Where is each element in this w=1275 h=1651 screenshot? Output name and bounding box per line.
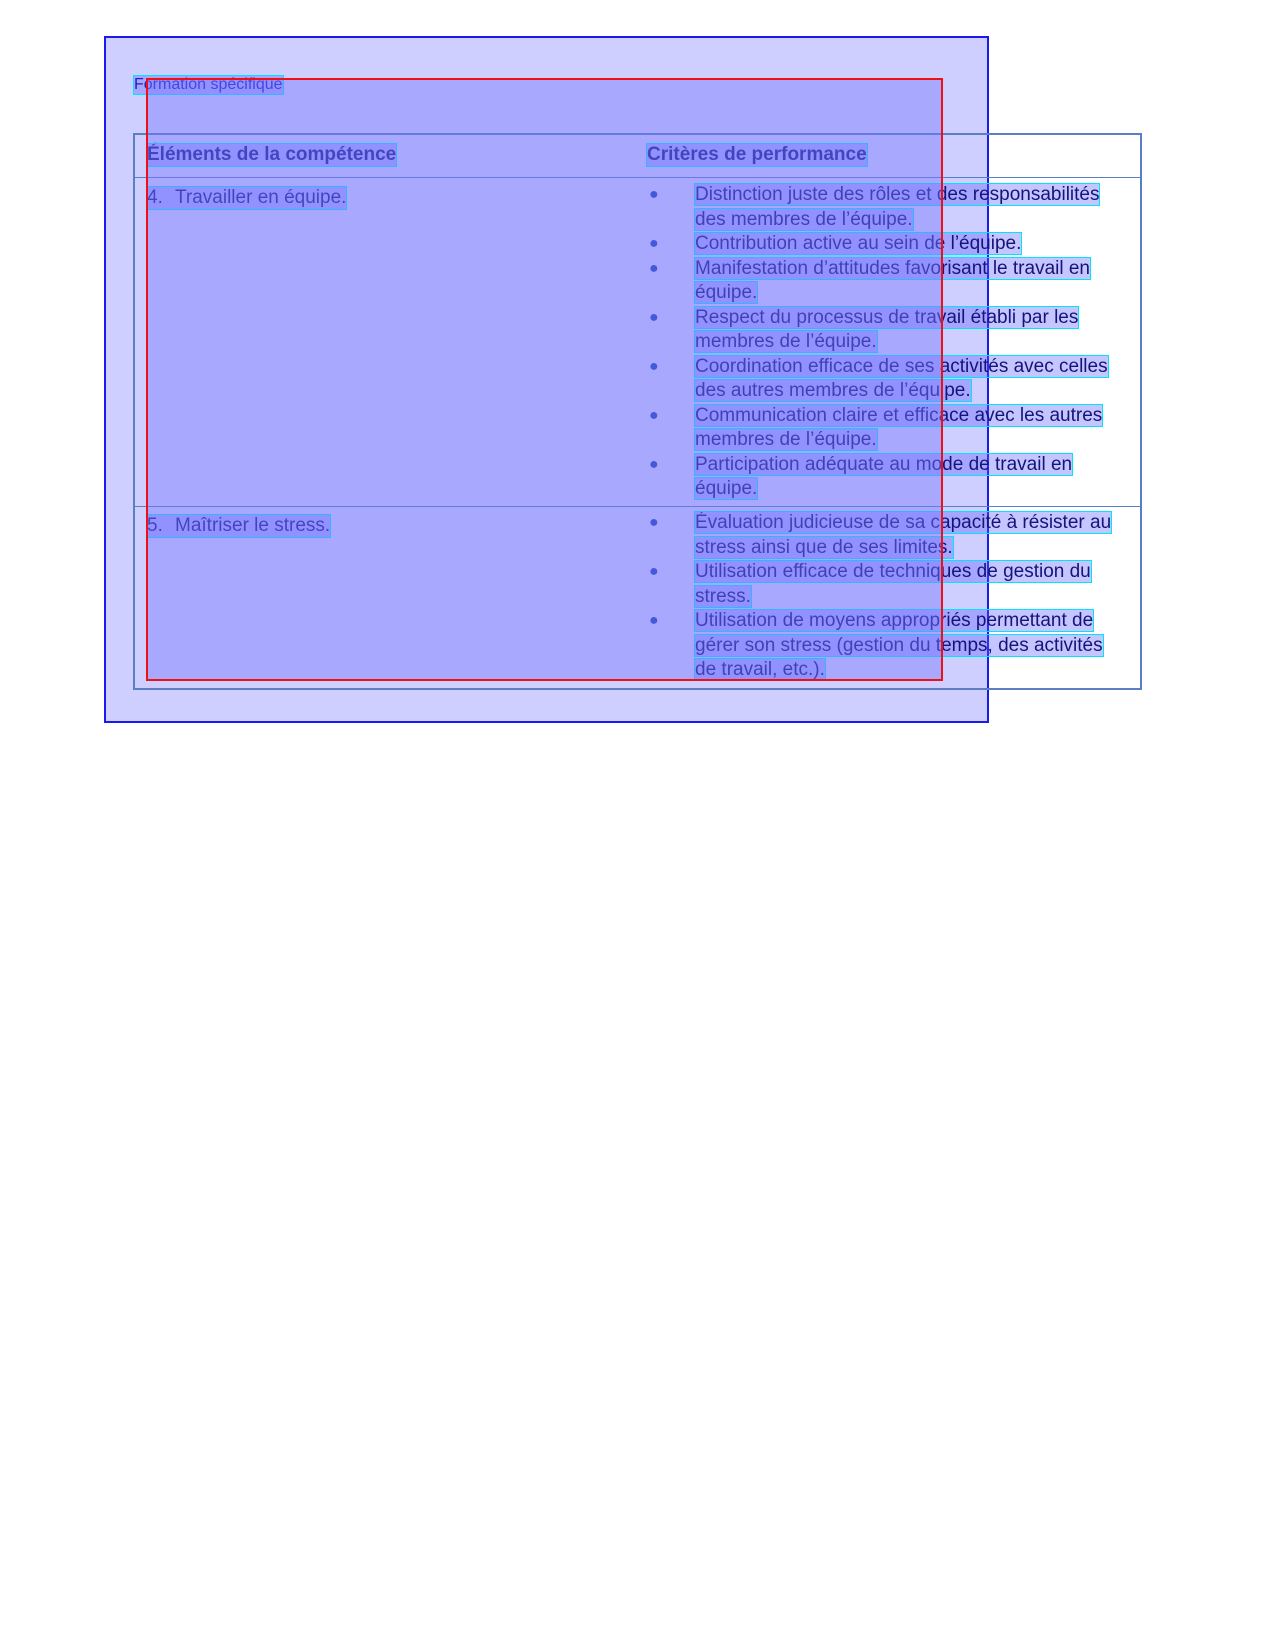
header-divider xyxy=(135,177,1140,178)
criteria-list-row-5 xyxy=(649,511,1129,683)
bullet-icon: ● xyxy=(649,235,659,252)
criteria-text: Participation adéquate au mode de travail en équipe. xyxy=(695,453,1073,499)
criteria-item xyxy=(649,183,1129,232)
element-row-4 xyxy=(147,187,346,209)
criteria-list-row-4 xyxy=(649,183,1129,502)
row-divider xyxy=(135,506,1140,507)
criteria-text: Coordination efficace de ses activités avec celles des autres membres de l’équipe. xyxy=(695,355,1108,401)
bullet-icon: ● xyxy=(649,308,659,326)
element-number: 4. xyxy=(147,187,163,208)
criteria-item xyxy=(649,511,1129,560)
criteria-item xyxy=(649,404,1129,453)
criteria-item xyxy=(649,453,1129,502)
criteria-text: Manifestation d’attitudes favorisant le travail en équipe. xyxy=(695,257,1090,303)
criteria-item xyxy=(649,257,1129,306)
bullet-icon: ● xyxy=(649,259,659,277)
bullet-icon: ● xyxy=(649,563,659,580)
header-elements: Éléments de la compétence xyxy=(147,144,397,165)
bullet-icon: ● xyxy=(649,357,659,375)
criteria-text: Distinction juste des rôles et des responsabilités des membres de l’équipe. xyxy=(695,184,1100,230)
criteria-text: Contribution active au sein de l’équipe. xyxy=(695,233,1022,254)
header-criteria: Critères de performance xyxy=(647,144,867,165)
bullet-icon: ● xyxy=(649,514,659,531)
criteria-item xyxy=(649,609,1129,683)
element-number: 5. xyxy=(147,515,163,536)
criteria-text: Utilisation efficace de techniques de gestion du stress. xyxy=(695,561,1091,607)
bullet-icon: ● xyxy=(649,186,659,203)
criteria-item xyxy=(649,232,1129,257)
criteria-item xyxy=(649,355,1129,404)
criteria-text: Communication claire et efficace avec les autres membres de l’équipe. xyxy=(695,404,1103,450)
element-row-5 xyxy=(147,515,330,537)
element-label: Travailler en équipe. xyxy=(175,187,347,208)
criteria-text: Utilisation de moyens appropriés permettant de gérer son stress (gestion du temps, des activités de travail, etc.). xyxy=(695,610,1103,680)
criteria-item xyxy=(649,306,1129,355)
criteria-text: Évaluation judicieuse de sa capacité à résister au stress ainsi que de ses limites. xyxy=(695,512,1112,558)
criteria-text: Respect du processus de travail établi par les membres de l’équipe. xyxy=(695,306,1079,352)
bullet-icon: ● xyxy=(649,612,659,629)
section-title: Formation spécifique xyxy=(134,76,283,93)
criteria-item xyxy=(649,560,1129,609)
bullet-icon: ● xyxy=(649,406,659,424)
bullet-icon: ● xyxy=(649,455,659,473)
competency-table xyxy=(133,133,1142,690)
element-label: Maîtriser le stress. xyxy=(175,515,331,536)
